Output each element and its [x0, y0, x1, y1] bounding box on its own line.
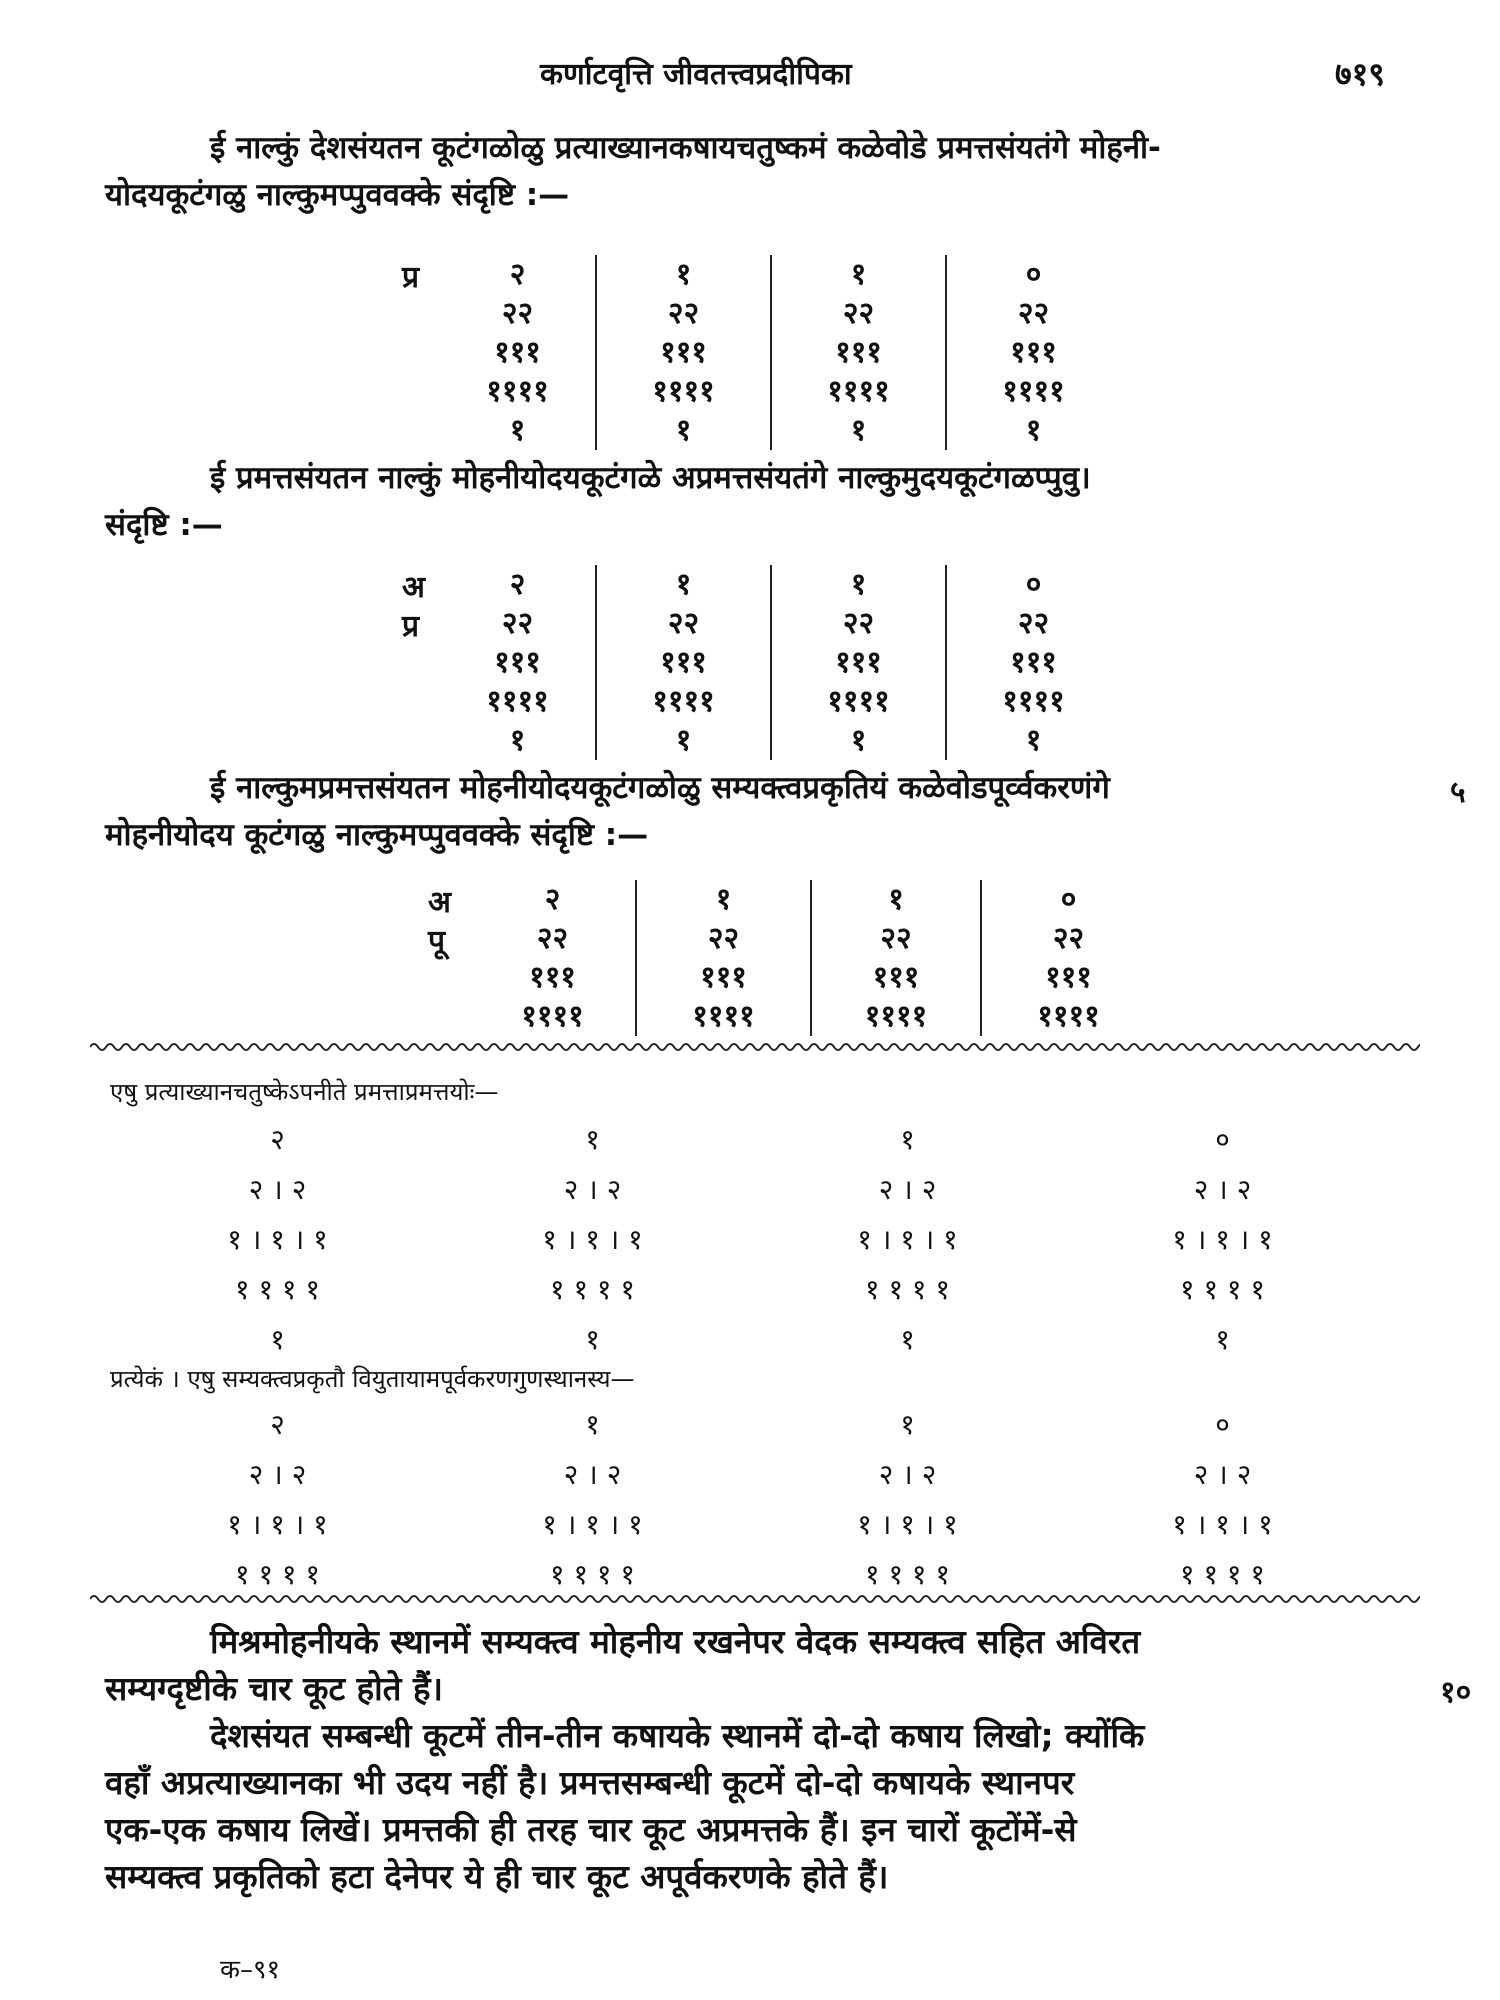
sanskrit-grid-1: [120, 1115, 1380, 1365]
kannada-paragraph-2: [105, 455, 1430, 549]
sanskrit-grid-2: [120, 1400, 1380, 1600]
sgrid2-cell: २ । २: [248, 1458, 307, 1491]
wavy-divider-top: [90, 1040, 1420, 1054]
grid2-cell: १: [675, 723, 692, 758]
grid1-column: [440, 255, 595, 450]
paragraph-1-line-2: योदयकूटंगळु नाल्कुमप्पुववक्के संदृष्टि :—: [105, 177, 570, 213]
margin-line-number-10: १०: [1440, 1675, 1472, 1710]
sgrid1-cell: १ । १ । १: [857, 1223, 958, 1256]
grid3-cell: १: [715, 882, 732, 917]
sgrid2-cell: ०: [1215, 1408, 1230, 1441]
sgrid1-cell: १: [270, 1323, 285, 1356]
sgrid1-cell: १ । १ । १: [1172, 1223, 1273, 1256]
sgrid1-cell: १ । १ । १: [542, 1223, 643, 1256]
sanskrit-heading-1: एषु प्रत्याख्यानचतुष्केऽपनीते प्रमत्ताप्रमत्तयोः—: [110, 1078, 499, 1106]
grid1-cell: ११११: [486, 374, 549, 409]
grid-3: [470, 880, 1155, 1036]
grid3-cell: १११: [529, 960, 576, 995]
sgrid1-cell: १: [585, 1123, 600, 1156]
grid1-cell: १११: [494, 335, 541, 370]
grid3-cell: २२: [1052, 921, 1085, 956]
sgrid1-cell: २ । २: [878, 1173, 937, 1206]
grid2-column: [770, 565, 945, 760]
sgrid1-cell: १: [1215, 1323, 1230, 1356]
paragraph-1-line-1: ई नाल्कुं देशसंयतन कूटंगळोळु प्रत्याख्यानकषायचतुष्कमं कळेवोडे प्रमत्तसंयतंगे मोहनी-: [210, 130, 1161, 166]
margin-line-number-5: ५: [1450, 775, 1466, 810]
grid-1: [440, 255, 1120, 450]
grid2-cell: ०: [1025, 567, 1042, 602]
grid1-cell: १: [1025, 413, 1042, 448]
sgrid2-cell: २ । २: [878, 1458, 937, 1491]
grid2-cell: १: [1025, 723, 1042, 758]
sgrid2-column: [750, 1400, 1065, 1600]
grid1-column: [595, 255, 770, 450]
sgrid1-column: [750, 1115, 1065, 1365]
grid2-cell: ११११: [652, 684, 715, 719]
grid1-cell: २२: [501, 296, 534, 331]
grid-2-row-label-2: प्र: [402, 609, 420, 644]
grid1-column: [770, 255, 945, 450]
grid3-column: [810, 880, 980, 1036]
grid3-column: [980, 880, 1155, 1036]
grid2-cell: २२: [1017, 606, 1050, 641]
sgrid2-column: [120, 1400, 435, 1600]
paragraph-3-line-1: ई नाल्कुमप्रमत्तसंयतन मोहनीयोदयकूटंगळोळु सम्यक्त्वप्रकृतियं कळेवोडपूर्व्वकरणंगे: [210, 770, 1110, 806]
sgrid1-cell: १ १ १ १: [550, 1273, 635, 1306]
grid1-cell: १११: [660, 335, 707, 370]
grid-3-row-label-2: पू: [428, 924, 446, 959]
sgrid1-cell: १ १ १ १: [1180, 1273, 1265, 1306]
sgrid1-column: [1065, 1115, 1380, 1365]
grid3-cell: ११११: [521, 999, 584, 1034]
sgrid1-column: [120, 1115, 435, 1365]
sgrid2-cell: १: [900, 1408, 915, 1441]
sgrid1-cell: १ १ १ १: [235, 1273, 320, 1306]
kannada-paragraph-1: [105, 125, 1430, 219]
grid1-cell: २२: [842, 296, 875, 331]
hindi-p2-line-3: एक-एक कषाय लिखें। प्रमत्तकी ही तरह चार कूट अप्रमत्तके हैं। इन चारों कूटोंमें-से: [105, 1810, 1077, 1849]
grid2-cell: १: [675, 567, 692, 602]
grid2-cell: १११: [1010, 645, 1057, 680]
grid2-cell: ११११: [1002, 684, 1065, 719]
grid1-cell: १११: [835, 335, 882, 370]
grid1-cell: ०: [1025, 257, 1042, 292]
grid-2-row-label-1: अ: [402, 570, 425, 605]
sgrid1-cell: २ । २: [1193, 1173, 1252, 1206]
grid-1-row-label: प्र: [402, 260, 420, 295]
grid2-column: [595, 565, 770, 760]
grid-2: [440, 565, 1120, 760]
grid2-cell: २२: [501, 606, 534, 641]
sgrid2-cell: २: [270, 1408, 285, 1441]
signature-mark: क–९१: [220, 1955, 281, 1985]
sgrid1-cell: १ १ १ १: [865, 1273, 950, 1306]
hindi-p2-line-4: सम्यक्त्व प्रकृतिको हटा देनेपर ये ही चार कूट अपूर्वकरणके होते हैं।: [105, 1857, 889, 1896]
sgrid1-cell: १: [900, 1323, 915, 1356]
grid2-cell: १११: [660, 645, 707, 680]
sgrid1-column: [435, 1115, 750, 1365]
grid2-cell: १: [850, 567, 867, 602]
grid3-cell: १११: [872, 960, 920, 995]
sgrid2-cell: १ १ १ १: [550, 1558, 635, 1591]
grid1-cell: २२: [1017, 296, 1050, 331]
sgrid2-cell: १ १ १ १: [865, 1558, 950, 1591]
grid3-cell: ११११: [692, 999, 755, 1034]
grid3-column: [635, 880, 810, 1036]
sgrid2-cell: १ । १ । १: [857, 1508, 958, 1541]
grid2-cell: ११११: [486, 684, 549, 719]
grid1-cell: ११११: [1002, 374, 1065, 409]
page-number: ७१९: [1335, 55, 1385, 93]
sgrid1-cell: १: [900, 1123, 915, 1156]
sgrid1-cell: २: [270, 1123, 285, 1156]
paragraph-2-line-1: ई प्रमत्तसंयतन नाल्कुं मोहनीयोदयकूटंगळे अप्रमत्तसंयतंगे नाल्कुमुदयकूटंगळप्पुवु।: [210, 460, 1091, 496]
grid1-cell: १: [675, 413, 692, 448]
grid1-cell: ११११: [652, 374, 715, 409]
grid3-cell: १: [888, 882, 904, 917]
sgrid2-cell: २ । २: [563, 1458, 622, 1491]
grid1-cell: ११११: [827, 374, 890, 409]
sgrid2-column: [435, 1400, 750, 1600]
grid2-column: [440, 565, 595, 760]
running-header-title: कर्णाटवृत्ति जीवतत्त्वप्रदीपिका: [540, 57, 852, 92]
grid2-cell: १: [509, 723, 526, 758]
sgrid2-cell: १ । १ । १: [1172, 1508, 1273, 1541]
grid3-cell: ११११: [1037, 999, 1100, 1034]
sgrid1-cell: ०: [1215, 1123, 1230, 1156]
grid2-cell: २२: [842, 606, 875, 641]
sgrid2-column: [1065, 1400, 1380, 1600]
sgrid2-cell: १ १ १ १: [235, 1558, 320, 1591]
grid1-cell: २: [509, 257, 526, 292]
sgrid1-cell: १: [585, 1323, 600, 1356]
grid1-cell: २२: [667, 296, 700, 331]
grid3-column: [470, 880, 635, 1036]
grid2-cell: २२: [667, 606, 700, 641]
grid3-cell: २: [544, 882, 561, 917]
paragraph-2-line-2: संदृष्टि :—: [105, 507, 223, 543]
sgrid1-cell: २ । २: [248, 1173, 307, 1206]
grid1-cell: १: [675, 257, 692, 292]
grid3-cell: २२: [880, 921, 912, 956]
grid1-cell: १११: [1010, 335, 1057, 370]
grid1-cell: १: [509, 413, 526, 448]
grid2-cell: १११: [835, 645, 882, 680]
grid-3-row-label-1: अ: [428, 885, 451, 920]
grid3-cell: ०: [1060, 882, 1077, 917]
sgrid1-cell: २ । २: [563, 1173, 622, 1206]
hindi-p2-line-1: देशसंयत सम्बन्धी कूटमें तीन-तीन कषायके स्थानमें दो-दो कषाय लिखो; क्योंकि: [210, 1716, 1145, 1755]
grid1-column: [945, 255, 1120, 450]
hindi-translation: [105, 1618, 1440, 1900]
grid3-cell: २२: [536, 921, 569, 956]
wavy-divider-bottom: [90, 1592, 1420, 1606]
hindi-p1-line-1: मिश्रमोहनीयके स्थानमें सम्यक्त्व मोहनीय रखनेपर वेदक सम्यक्त्व सहित अविरत: [210, 1622, 1141, 1661]
sgrid2-cell: १: [585, 1408, 600, 1441]
grid2-cell: १: [850, 723, 867, 758]
grid3-cell: २२: [707, 921, 740, 956]
grid2-cell: १११: [494, 645, 541, 680]
grid2-cell: ११११: [827, 684, 890, 719]
sgrid2-cell: १ । १ । १: [227, 1508, 328, 1541]
grid1-cell: १: [850, 413, 867, 448]
paragraph-3-line-2: मोहनीयोदय कूटंगळु नाल्कुमप्पुववक्के संदृष्टि :—: [105, 817, 649, 853]
hindi-p2-line-2: वहाँ अप्रत्याख्यानका भी उदय नहीं है। प्रमत्तसम्बन्धी कूटमें दो-दो कषायके स्थानपर: [105, 1763, 1075, 1802]
hindi-p1-line-2: सम्यग्दृष्टीके चार कूट होते हैं।: [105, 1669, 443, 1708]
grid3-cell: ११११: [864, 999, 928, 1034]
grid1-cell: १: [850, 257, 867, 292]
kannada-paragraph-3: [105, 765, 1430, 859]
sgrid1-cell: १ । १ । १: [227, 1223, 328, 1256]
grid3-cell: १११: [700, 960, 747, 995]
grid3-cell: १११: [1045, 960, 1092, 995]
sgrid2-cell: १ । १ । १: [542, 1508, 643, 1541]
sgrid2-cell: २ । २: [1193, 1458, 1252, 1491]
grid2-cell: २: [509, 567, 526, 602]
sanskrit-heading-2: प्रत्येकं । एषु सम्यक्त्वप्रकृतौ वियुतायामपूर्वकरणगुणस्थानस्य—: [110, 1365, 635, 1393]
sgrid2-cell: १ १ १ १: [1180, 1558, 1265, 1591]
grid2-column: [945, 565, 1120, 760]
